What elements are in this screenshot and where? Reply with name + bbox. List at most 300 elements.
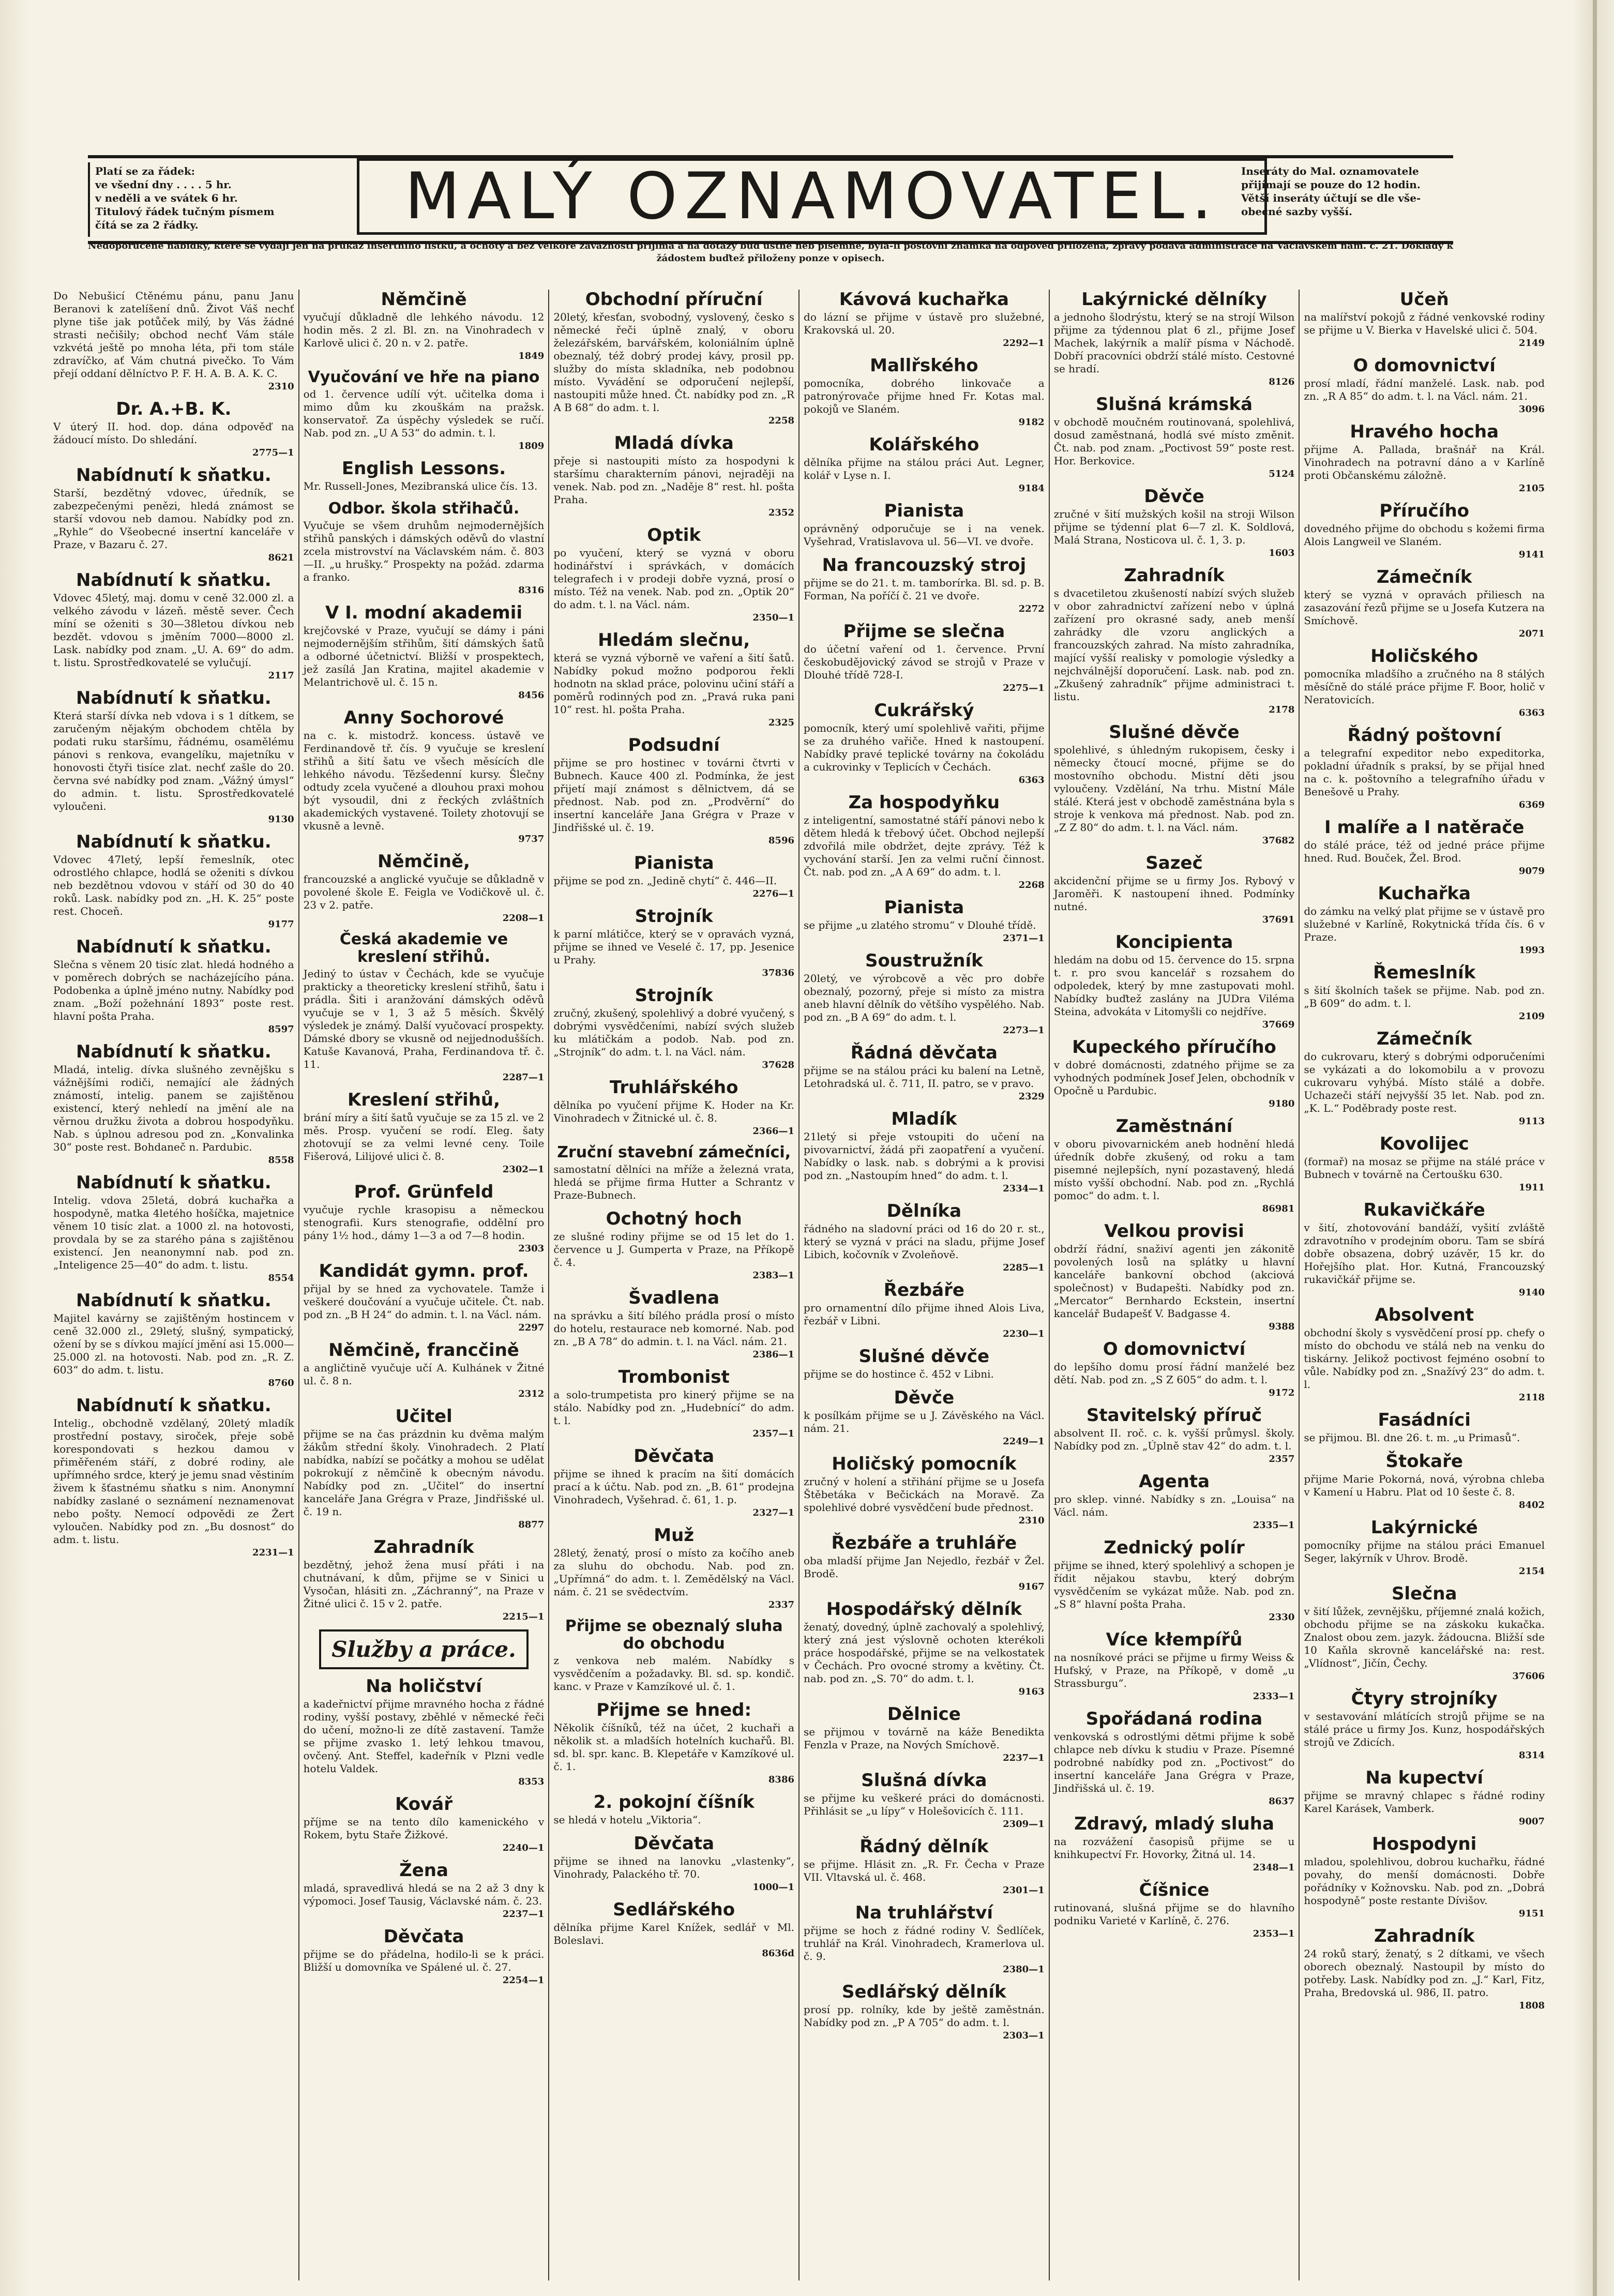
classified-ad [804, 1043, 1045, 1102]
ad-number: 8402 [1518, 1500, 1545, 1510]
ad-heading: Přijme se hned: [596, 1700, 752, 1720]
ad-text: v šití, zhotovování bandáží, vyšití zvláště zdravotního v prodejním oboru. Tam se sbírá dobře obsazena, dobrý uzávěr, 15 kr. do Hořejšího plat. Hor. Kutná, Francouzský rukavičkář přijme se. [1304, 1221, 1545, 1286]
classified-ad [1054, 395, 1295, 479]
ad-heading: Cukrářský [874, 700, 974, 721]
ad-number: 2208—1 [502, 913, 545, 924]
ad-heading: Nabídnutí k sňatku. [76, 936, 271, 957]
ad-number: 8636d [762, 1948, 795, 1959]
ad-text: obchodní školy s vysvědčení prosí pp. chefy o místo do obchodu ve stálá neb na venku do tiskárny. Jelikož poctivost fejméno osobní to vůle. Nabídky pod zn. „Snažívý 23“ do adm. t. l. [1304, 1326, 1545, 1391]
ad-number: 8597 [268, 1024, 294, 1035]
ad-heading: Učeň [1399, 290, 1449, 310]
ad-heading: Zahradník [1374, 1926, 1475, 1946]
ad-heading: Kolářského [869, 434, 979, 455]
ad-number: 2273—1 [1003, 1025, 1045, 1036]
ad-text: v oboru pivovarnickém aneb hodnění hledá úředník dobře zkušený, od roku a tam pisemné nejlepších, nyní pozastavený, hledá místo vyšší obchodní. Nab. pod zn. „Rychlá pomoc“ do adm. t. l. [1053, 1138, 1295, 1202]
classified-ad [1054, 853, 1295, 925]
classified-ad [553, 853, 794, 899]
ad-number: 9113 [1518, 1116, 1545, 1127]
ad-column [49, 290, 299, 2280]
classified-ad [1054, 1538, 1295, 1623]
ad-number: 2276—1 [752, 888, 795, 899]
ad-number: 1603 [1269, 548, 1295, 558]
classified-ad [553, 1209, 794, 1281]
ad-heading: Řemeslník [1373, 962, 1476, 983]
ad-heading: Odbor. škola střihačů. [328, 500, 520, 518]
ad-heading: Slušná krámská [1095, 394, 1253, 415]
masthead-line: obecné sazby vyšší. [1241, 205, 1352, 218]
ad-heading: Učitel [395, 1406, 452, 1427]
ad-number: 8316 [518, 585, 545, 596]
classified-ad [1054, 290, 1295, 387]
ad-number: 9182 [1018, 417, 1045, 428]
ad-heading: Nabídnutí k sňatku. [76, 1290, 271, 1311]
ad-heading: Číšnice [1139, 1880, 1210, 1900]
classified-ad [553, 1834, 794, 1893]
classified-ad [304, 1090, 545, 1175]
classified-ad [553, 525, 794, 623]
ad-heading: Slušná dívka [861, 1770, 987, 1791]
classified-ad [553, 1367, 794, 1439]
ad-heading: Sedlářského [613, 1899, 735, 1920]
ad-number: 2287—1 [502, 1072, 545, 1083]
classified-ad [304, 1261, 545, 1333]
ad-heading: Zahradník [1124, 565, 1225, 586]
ad-text: Vyučuje se všem druhům nejmodernějších střihů panských i dámských oděvů do vlastní zcela mistrovství na Václavském nám. č. 803—II. „u hrušky.“ Prospekty na požád. zdarma a franko. [303, 519, 545, 583]
ad-text: mladou, spolehlivou, dobrou kuchařku, řádné povahy, do menší domácnosti. Dobře pořádníky v Kožnovsku. Nab. pod zn. „Dobrá hospodyně“ poste restante Dívišov. [1304, 1855, 1545, 1907]
ad-number: 9007 [1518, 1816, 1545, 1827]
ad-heading: Děvče [1144, 486, 1204, 507]
ad-heading: Vyučování ve hře na piano [308, 368, 540, 386]
ad-number: 2215—1 [502, 1611, 545, 1622]
masthead [88, 155, 1453, 244]
ad-number: 1808 [1518, 2000, 1545, 2011]
ad-number: 8126 [1269, 376, 1295, 387]
ad-text: Mladá, intelig. dívka slušného zevnějšku s vážnějšími rodiči, nemající ale žádných známostí, intelig. panem se zajištěnou existencí, který nehledí na jmění ale na věrnou družku života a dobrou hospodyňku. Nab. s úplnou adresou pod zn. „Konvalinka 30“ poste rest. Bohdaneč n. Pardubic. [53, 1063, 294, 1153]
ad-text: absolvent II. roč. c. k. vyšší průmysl. školy. Nabídky pod zn. „Úplně stav 42“ do adm. t. l. [1053, 1427, 1295, 1452]
ad-text: na malířství pokojů z řádné venkovské rodiny se přijme u V. Bierka v Havelské ulici č. 504. [1304, 311, 1545, 336]
ad-number: 2178 [1269, 704, 1295, 715]
ad-heading: Slušné děvče [1109, 722, 1240, 743]
classified-ad [304, 1861, 545, 1920]
ad-heading: Mallřského [870, 355, 978, 376]
classified-ad [553, 290, 794, 426]
ad-number: 8386 [768, 1774, 795, 1785]
ad-number: 2109 [1518, 1011, 1545, 1022]
ad-heading: Dělníka [886, 1201, 962, 1221]
ad-text: prosí pp. rolníky, kde by ještě zaměstnán. Nabídky pod zn. „P A 705“ do adm. t. l. [804, 2003, 1045, 2029]
classified-ad [304, 1676, 545, 1787]
ad-heading: Holičského [1370, 646, 1479, 667]
ad-text: a solo-trumpetista pro kinerý přijme se na stálo. Nabídky pod zn. „Hudebnící“ do adm. t. l. [553, 1388, 795, 1427]
ad-heading: V I. modní akademii [325, 602, 523, 623]
ad-text: Která starší dívka neb vdova i s 1 dítkem, se zaručeným nějakým obchodem chtěla by podati ruku staršímu, řádnému, osamělému pánovi s renkova, evangelíku, majetníku v honovosti čtyři tisíce zlat. nechť zašle do 20. června své nabídky pod znam. „Vážný úmysl“ do admin. t. listu. Sprostředkovatelé vyloučeni. [53, 709, 294, 812]
ad-text: na správku a šití bílého prádla prosí o místo do hotelu, restaurace neb komorné. Nab. pod zn. „B A 78“ do admin. t. l. na Václ. nám. 21. [553, 1309, 795, 1348]
classified-ad [553, 907, 794, 978]
classified-ad [304, 708, 545, 844]
ad-heading: English Lessons. [341, 458, 506, 479]
ad-heading: Hospodářský dělník [826, 1599, 1022, 1620]
classified-ad [1304, 1029, 1545, 1127]
ad-number: 8637 [1269, 1796, 1295, 1807]
ad-number: 9184 [1018, 483, 1045, 494]
ad-text: Starší, bezdětný vdovec, úředník, se zabezpečenými penězi, hledá známost se starší vdovou neb damou. Nabídky pod zn. „Ryhle“ do Všeobecné insertní kanceláře v Praze, v Bazaru č. 27. [53, 487, 294, 551]
ad-heading: Žena [399, 1860, 448, 1881]
ad-heading: Na francouzský stroj [822, 555, 1027, 576]
ad-text: na c. k. mistodrž. koncess. ústavě ve Ferdinandově tř. čís. 9 vyučuje se kreslení střihů a šití šatu ve všech měsících dle lehkého návodu. Tězšedenní kursy. Šlečny odtudy zcela vyučené a dlouhou praxi mohou být vysoudil, dni z řeckých zvláštních akademických vystavené. Toilety zhotovují se vkusně a levně. [303, 729, 545, 832]
ad-heading: Nabídnutí k sňatku. [76, 1395, 271, 1416]
classified-ad [804, 356, 1045, 428]
classified-ad [1304, 1584, 1545, 1682]
ad-heading: Holičský pomocník [832, 1454, 1017, 1474]
ad-text: na rozvážení časopisů přijme se u knihkupectví Fr. Hovorky, Žitná ul. 14. [1053, 1835, 1295, 1861]
ad-number: 2352 [768, 507, 795, 518]
classified-ad [53, 688, 294, 825]
classified-ad [304, 369, 545, 451]
classified-ad [804, 1982, 1045, 2041]
ad-text: mladá, spravedlivá hledá se na 2 až 3 dny k výpomoci. Josef Tausig, Václavské nám. č. 23. [303, 1882, 545, 1907]
ad-number: 2330 [1269, 1612, 1295, 1623]
ad-heading: Česká akademie ve kreslení střihů. [339, 930, 508, 966]
ad-number: 1809 [518, 441, 545, 451]
ad-heading: Štokaře [1385, 1451, 1463, 1472]
ad-text: dovedného přijme do obchodu s kožemi firma Alois Langweil ve Slaném. [1304, 522, 1545, 548]
ad-number: 8760 [268, 1378, 294, 1388]
ad-number: 8314 [1518, 1750, 1545, 1761]
ad-heading: Obchodní příruční [585, 290, 763, 310]
ad-text: dělníka přijme na stálou práci Aut. Legner, kolář v Lyse n. I. [804, 456, 1045, 481]
classified-ad [1054, 932, 1295, 1030]
ad-number: 2285—1 [1003, 1262, 1045, 1273]
classified-ad [304, 1927, 545, 1986]
ad-text: k posílkám přijme se u J. Závěského na Václ. nám. 21. [804, 1409, 1045, 1434]
ad-number: 1911 [1518, 1182, 1545, 1193]
ad-heading: Kreslení střihů, [347, 1090, 501, 1110]
ad-number: 5124 [1269, 469, 1295, 479]
ad-text: přijme se pro hostinec v továrni čtvrti v Bubnech. Kauce 400 zl. Podmínka, že jest přijetí mají známost s dělnictvem, dá se přednost. Nab. pod zn. „Prodvěrní“ do insertní kanceláře Jana Grégra v Praze v Jindřišské ul. č. 19. [553, 757, 795, 834]
ad-text: do zámku na velký plat přijme se v ústavě pro služebné v Karlíně, Rokytnická třída čís. 6 v Praze. [1304, 905, 1545, 943]
classified-ad [1304, 567, 1545, 639]
classified-ad [1054, 1630, 1295, 1702]
classified-ad [53, 832, 294, 930]
ad-heading: Ochotný hoch [606, 1209, 742, 1229]
ad-heading: Strojník [635, 985, 713, 1006]
classified-ad [53, 290, 294, 392]
ad-number: 2383—1 [752, 1270, 795, 1281]
classified-ad [1304, 1410, 1545, 1444]
ad-number: 2348—1 [1253, 1862, 1295, 1873]
masthead-line: Titulový řádek tučným písmem [95, 205, 275, 218]
ad-text: se přijme. Hlásit zn. „R. Fr. Čecha v Praze VII. Vltavská ul. č. 468. [804, 1858, 1045, 1883]
ad-heading: Na holičství [366, 1676, 482, 1697]
ad-heading: Nabídnutí k sňatku. [76, 832, 271, 852]
masthead-line: Větší inseráty účtují se dle vše- [1241, 192, 1421, 204]
ad-number: 1993 [1518, 945, 1545, 956]
ad-text: Vdovec 45letý, maj. domu v ceně 32.000 zl. a velkého závodu v lázeň. městě sever. Čech míní se oženiti s 30—38letou dívkou neb bezdět. vdovou s jměním 7000—8000 zl. Lask. nabídky pod znam. „U. A. 69“ do adm. t. listu. Sprostředkovatelé se vylučují. [53, 592, 294, 669]
ad-heading: 2. pokojní číšník [593, 1792, 755, 1812]
ad-number: 8877 [518, 1519, 545, 1530]
ad-number: 2329 [1018, 1091, 1045, 1102]
ad-text: oba mladší přijme Jan Nejedlo, řezbář v Žel. Brodě. [804, 1554, 1045, 1580]
ad-heading: Velkou provisi [1104, 1221, 1244, 1242]
classified-ad [304, 1794, 545, 1853]
classified-ad [1054, 566, 1295, 715]
ad-heading: Řezbáře [883, 1280, 964, 1301]
classified-ad [804, 290, 1045, 349]
ad-text: do lepšího domu prosí řádní manželé bez dětí. Nab. pod zn. „S Z 605“ do adm. t. l. [1053, 1361, 1295, 1386]
classified-ad [1304, 422, 1545, 494]
ad-number: 37606 [1512, 1671, 1545, 1682]
ad-heading: Řádný dělník [859, 1836, 989, 1857]
ad-text: (formař) na mosaz se přijme na stálé práce v Bubnech v továrně na Čertoušku 630. [1304, 1155, 1545, 1181]
ad-column [549, 290, 800, 2280]
ad-text: která se vyzná výborně ve vaření a šití šatů. Nabídky pokud možno podporou řekli hodnotn na sklad práce, polovinu učiní stáří a poměrů rodinných pod zn. „Pravá ruka pani 10“ rest. hl. pošta Praha. [553, 652, 795, 716]
classified-ad [1054, 1116, 1295, 1214]
ad-text: Do Nebušicí Ctěnému pánu, panu Janu Beranovi k zatelíšení dnů. Život Váš nechť plyne tiše jak potůček milý, by Vás žádné strasti nečišily; obchod nechť Vám stále vzkvétá ještě po mnoha léta, při tom stále zdravíčko, ať Vám chutná pivečko. To Vám přejí oddaní dělníctvo P. F. H. A. B. A. K. C. [53, 290, 294, 380]
classified-ad [304, 1182, 545, 1254]
ad-text: rutinovaná, slušná přijme se do hlavního podniku Varieté v Karlíně, č. 276. [1053, 1901, 1295, 1927]
ad-text: obdrží řádní, snaživí agenti jen zákonitě povolených losů na splátky u hlavní kanceláře bankovní obchod (akciová společnost) v Budapešti. Nabídky pod zn. „Mercator“ Bernhardo Eckstein, insertní kancelář Budapešť V. Badgasse 4. [1053, 1243, 1295, 1320]
ad-text: do stálé práce, též od jedné práce přijme hned. Rud. Bouček, Žel. Brod. [1304, 839, 1545, 864]
ad-heading: Příručího [1379, 501, 1470, 521]
ad-number: 8456 [518, 690, 545, 701]
ad-number: 2268 [1018, 880, 1045, 890]
ad-number: 37836 [762, 968, 795, 978]
insertion-info [1236, 162, 1453, 237]
ad-number: 2302—1 [502, 1164, 545, 1175]
ad-text: řádného na sladovní práci od 16 do 20 r. st., který se vyzná v práci na sladu, přijme Josef Libich, kočovník v Zvoleňově. [804, 1222, 1045, 1261]
ad-heading: Hledám slečnu, [598, 630, 750, 651]
classified-ad [553, 735, 794, 846]
ad-text: francouzské a anglické vyučuje se důkladně v povolené škole E. Feigla ve Vodičkově ul. č. 23 v 2. patře. [303, 873, 545, 911]
classified-ad [1304, 356, 1545, 415]
ad-heading: Kávová kuchařka [839, 290, 1009, 310]
ad-number: 1849 [518, 351, 545, 361]
ad-number: 2230—1 [1003, 1328, 1045, 1339]
classified-ad [1304, 646, 1545, 718]
ad-text: se hledá v hotelu „Viktoria“. [553, 1814, 701, 1826]
classified-ad [1304, 1768, 1545, 1827]
ad-text: přijme se na čas prázdnin ku dvěma malým žákům střední školy. Vinohradech. 2 Platí nabídka, nabízí se počátky a mohou se udělat pokrokují z němčině k obecným návodu. Nabídky pod zn. „Učitel“ do insertní kanceláře Jana Grégra v Praze, Jindřišské ul. č. 19 n. [303, 1428, 545, 1518]
ad-number: 2371—1 [1003, 933, 1045, 944]
ad-heading: Slušné děvče [858, 1346, 990, 1367]
ad-number: 9141 [1518, 549, 1545, 560]
ad-number: 9130 [268, 814, 294, 825]
ad-text: se přijmou. Bl. dne 26. t. m. „u Primasů“. [1304, 1431, 1520, 1444]
ad-heading: Řádná děvčata [850, 1043, 998, 1063]
ad-number: 2272 [1018, 603, 1045, 614]
classified-ad [804, 1109, 1045, 1194]
ad-text: bezdětný, jehož žena musí přáti i na chutnávaní, k dům, přijme se v Sinici u Vysočan, hlásiti zn. „Záchranný“, na Praze v Žitné ulici č. 15 v 2. patře. [303, 1559, 545, 1610]
ad-heading: Absolvent [1375, 1305, 1474, 1325]
ad-heading: Hospodyni [1372, 1834, 1477, 1854]
classified-ad [553, 1700, 794, 1785]
classified-ad [1304, 1834, 1545, 1919]
classified-ad [553, 1900, 794, 1959]
ad-heading: Pianista [633, 853, 714, 873]
ad-heading: Nabídnutí k sňatku. [76, 688, 271, 708]
ad-heading: Děvčata [383, 1926, 464, 1947]
ad-heading: Zahradník [373, 1537, 474, 1558]
classified-ad [553, 1446, 794, 1518]
ad-number: 37628 [762, 1060, 795, 1070]
classified-ad [804, 1388, 1045, 1447]
ad-number: 2310 [268, 381, 294, 392]
classified-ad [304, 1340, 545, 1399]
classified-ad [53, 937, 294, 1035]
ad-text: na nosníkové práci se přijme u firmy Weiss & Hufský, v Praze, na Příkopě, v domě „u Strassburgu“. [1053, 1651, 1295, 1689]
ad-number: 9079 [1518, 866, 1545, 877]
ad-text: přijme A. Pallada, brašnář na Král. Vinohradech na potravní dáno a v Karlíně proti Občanskému záložně. [1304, 443, 1545, 481]
ad-column [299, 290, 550, 2280]
ad-heading: Pianista [884, 897, 964, 918]
ad-text: se přijme ku veškeré práci do domácnosti. Přihlásit se „u lípy“ v Holešovicích č. 111. [804, 1792, 1045, 1817]
ad-text: zručný, zkušený, spolehlivý a dobré vyučený, s dobrými vysvědčeními, nabízí svých služeb ku mlátičkám a podob. Nab. pod zn. „Strojník“ do adm. t. l. na Václ. nám. [553, 1007, 795, 1058]
ad-text: Intelig., obchodně vzdělaný, 20letý mladík prostřední postavy, siroček, přeje sobě korespondovati s hezkou damou v přiměřeném stáří, z dobré rodiny, ale upřímného srdce, který je jemu snad věstiním živem k šťastnému sňatku s nim. Anonymní nabídky zaslané o seznámení neznamenovat nebo pošty. Nemocí odpovědi ze Žert vyloučen. Nabídky pod zn. „Bu dosnost“ do adm. t. listu. [53, 1417, 294, 1546]
ad-text: v sestavování mlátících strojů přijme se na stálé práce u firmy Jos. Kunz, hospodářských strojů ve Zdicích. [1304, 1710, 1545, 1748]
ad-number: 9177 [268, 919, 294, 930]
ad-text: přijme se ihned, který spolehlivý a schopen je řídit nějakou stavbu, který dobrým vysvědčením se vykázat může. Nab. pod zn. „S 8“ hlavní pošta Praha. [1053, 1559, 1295, 1610]
ad-text: z venkova neb malém. Nabídky s vysvědčením a požadavky. Bl. sd. sp. kondič. kanc. v Praze v Kamzíkové ul. č. 1. [553, 1654, 795, 1693]
ad-number: 2310 [1018, 1515, 1045, 1526]
classified-ad [1304, 1200, 1545, 1298]
ad-number: 2258 [768, 415, 795, 426]
ad-text: a jednoho šlodrýstu, který se na strojí Wilson přijme za týdennou plat 6 zl., přijme Josef Machek, lakýrník a malíř písma v Náchodě. Dobří pracovníci obdrží stálé místo. Cestovné se hradí. [1053, 311, 1295, 375]
ad-number: 9180 [1269, 1098, 1295, 1109]
ad-text: spolehlivé, s úhledným rukopisem, česky i německy čtoucí mocné, přijme se do mostovního obchodu. Mistní děti jsou vyloučeny. Vzdělání, Na trhu. Mistní Mále stálé. Která jest v obchodě zaměstnána byla s stroje k venkova má přednost. Nab. pod zn. „Z Z 80“ do adm. t. l. na Václ. nám. [1053, 744, 1295, 834]
ad-heading: Nabídnutí k sňatku. [76, 570, 271, 591]
classified-ad [804, 1837, 1045, 1896]
ad-number: 2105 [1518, 483, 1545, 494]
ad-heading: Zámečník [1376, 1029, 1472, 1049]
ad-text: do lázní se přijme v ústavě pro služebné, Krakovská ul. 20. [804, 311, 1045, 336]
ad-number: 2117 [268, 670, 294, 681]
ad-number: 2386—1 [752, 1349, 795, 1360]
ad-heading: Muž [654, 1525, 695, 1546]
ad-number: 2303 [518, 1243, 545, 1254]
ad-number: 2254—1 [502, 1975, 545, 1986]
ad-text: v obchodě moučném routinovaná, spolehlivá, dosud zaměstnaná, hodlá své místo změnit. Čt. nab. pod znam. „Poctivost 59“ poste rest. Hor. Berkovice. [1053, 416, 1295, 467]
ad-number: 9737 [518, 834, 545, 844]
classified-ad [553, 1288, 794, 1360]
ad-heading: Lakýrnické [1370, 1517, 1478, 1538]
ad-number: 2353—1 [1253, 1928, 1295, 1939]
ad-number: 9172 [1269, 1387, 1295, 1398]
section-heading-sluzby: Služby a práce. [319, 1629, 529, 1669]
ad-text: 21letý si přeje vstoupiti do učení na pivovarnictví, žádá při zaopatření a vyučení. Nabídky o lask. nab. s dobrými a k provisi pod zn. „Nastoupím hned“ do adm. t. l. [804, 1130, 1045, 1182]
classified-ad [804, 501, 1045, 548]
ad-heading: Stavitelský příruč [1086, 1405, 1262, 1426]
classified-ad [804, 793, 1045, 890]
ad-text: pomocníka, dobrého linkovače a patronýrovače přijme hned Fr. Kotas mal. pokojů ve Slaném. [804, 377, 1045, 415]
classified-ad [553, 1078, 794, 1137]
classified-ad [1054, 1406, 1295, 1464]
classified-ad [804, 701, 1045, 786]
classified-ad [1054, 722, 1295, 846]
ad-heading: Dr. A.+B. K. [116, 399, 232, 419]
ad-text: příjme se na tento dílo kamenického v Rokem, bytu Staře Žižkové. [303, 1816, 545, 1841]
ad-text: hledám na dobu od 15. července do 15. srpna t. r. pro svou kancelář s rozsahem do odpoledek, který by mne zastupovati mohl. Nabídky buďtež zaslány na JUDra Viléma Steina, advokáta v Litomyšli co nejdříve. [1053, 954, 1295, 1018]
classified-ad [804, 1599, 1045, 1697]
ad-heading: Mladík [891, 1109, 957, 1129]
ad-text: pro sklep. vinné. Nabídky s zn. „Louisa“ na Václ. nám. [1053, 1493, 1295, 1518]
ad-number: 2249—1 [1003, 1436, 1045, 1447]
ad-heading: Zámečník [1376, 567, 1472, 587]
ad-text: v šití lůžek, zevnějšku, příjemné znalá kožich, obchodu přijme se na záskoku kukačka. Znalost obou zem. jazyk. žádoucna. Bližší sde 10 Kaňla skrovně kancelářské na: rest. „Vlídnost“, Jičín, Čechy. [1304, 1605, 1545, 1669]
ad-text: přijme se mravný chlapec s řádné rodiny Karel Karásek, Vamberk. [1304, 1789, 1545, 1815]
ad-heading: Mladá dívka [614, 433, 734, 454]
ad-number: 2297 [518, 1322, 545, 1333]
ad-text: k parní mlátičce, který se v opravách vyzná, přijme se ihned ve Veselé č. 17, pp. Jesenice u Prahy. [553, 928, 795, 966]
ad-heading: Podsudní [628, 735, 720, 756]
ad-text: s šití školních tašek se přijme. Nab. pod zn. „B 609“ do adm. t. l. [1304, 984, 1545, 1009]
ad-number: 2335—1 [1253, 1520, 1295, 1531]
ad-heading: Sazeč [1145, 853, 1203, 873]
ad-heading: Na truhlářství [855, 1902, 993, 1923]
ad-heading: Zednický polír [1104, 1537, 1245, 1558]
classified-ad [804, 1771, 1045, 1830]
ad-heading: O domovnictví [1353, 355, 1496, 376]
classified-ad [553, 986, 794, 1070]
ad-text: venkovská s odrostlými dětmi přijme k sobě chlapce neb dívku k studiu v Praze. Písemné podrobné nabídky pod zn. „Poctivost“ do insertní kanceláře Jana Grégra v Praze, Jindřišská ul. č. 19. [1053, 1730, 1295, 1794]
ad-text: Jediný to ústav v Čechách, kde se vyučuje prakticky a theoreticky kreslení střihů, šatu i prádla. Šiti i aranžování dámských oděvů vyučuje se v 1, 3 až 5 měsích. Škvělý výsledek je známý. Další vyučovací prospekty. Dámské dbory se vkusně od nejjednodušších. Katuše Kavanová, Praha, Ferdinandova tř. č. 11. [303, 968, 545, 1070]
ad-heading: Lakýrnické dělníky [1081, 290, 1267, 310]
ad-text: prosí mladí, řádní manželé. Lask. nab. pod zn. „R A 85“ do adm. t. l. na Václ. nám. 21. [1304, 377, 1545, 402]
classified-ad [804, 951, 1045, 1036]
ad-number: 8558 [268, 1155, 294, 1166]
ad-number: 6363 [1018, 775, 1045, 786]
page-fold [1593, 0, 1597, 2296]
ad-heading: Pianista [884, 501, 964, 521]
ad-heading: Nabídnutí k sňatku. [76, 465, 271, 486]
ad-heading: Zaměstnání [1115, 1116, 1233, 1137]
classified-ad [1054, 1339, 1295, 1398]
ad-number: 6369 [1518, 799, 1545, 810]
classified-ad [53, 465, 294, 563]
classified-ad [804, 555, 1045, 614]
ad-number: 2237—1 [1003, 1753, 1045, 1763]
ad-text: v dobré domácnosti, zdatného přijme se za vyhodných podmínek Josef Jelen, obchodník v Opočně u Pardubic. [1053, 1059, 1295, 1097]
ad-number: 2237—1 [502, 1909, 545, 1920]
ad-text: přijme se pod zn. „Jedině chytí“ č. 446—II. [553, 874, 777, 887]
ad-columns [49, 290, 1549, 2280]
ad-text: přijme se do přádelna, hodilo-li se k práci. Bližší u domovníka ve Spálené ul. č. 27. [303, 1948, 545, 1973]
ad-text: přijme Marie Pokorná, nová, výrobna chleba v Kamení u Habru. Plat od 10 šeste č. 8. [1304, 1473, 1545, 1498]
classified-ad [1304, 1926, 1545, 2011]
ad-heading: Strojník [635, 906, 713, 927]
ad-heading: Němčině, francčině [328, 1340, 519, 1361]
classified-ad [1054, 1472, 1295, 1531]
ad-number: 2333—1 [1253, 1691, 1295, 1702]
ad-heading: Dělnice [887, 1704, 961, 1725]
ad-text: V úterý II. hod. dop. dána odpověď na žádoucí místo. Do shledání. [53, 420, 294, 446]
ad-text: Intelig. vdova 25letá, dobrá kuchařka a hospodyně, matka 4letého hošíčka, majetnice věnem 10 tisíc zlat. a 1000 zl. na hotovosti, provdala by se za starého pána s zajištěnou existencí. Jen neanonymní nab. pod zn. „Inteligence 25—40“ do adm. t. listu. [53, 1194, 294, 1271]
ad-text: oprávněný odporučuje se i na venek. Vyšehrad, Vratislavova ul. 56—VI. ve dvoře. [804, 522, 1045, 548]
classified-ad [804, 1533, 1045, 1592]
ad-number: 3096 [1518, 404, 1545, 415]
ad-text: se přijmou v továrně na káže Benedikta Fenzla v Praze, na Nových Smíchově. [804, 1726, 1045, 1751]
classified-ad [1304, 1452, 1545, 1510]
masthead-line: čítá se za 2 řádky. [95, 219, 199, 231]
ad-heading: Švadlena [628, 1288, 720, 1308]
classified-ad [53, 1396, 294, 1558]
ad-text: po vyučení, který se vyzná v oboru hodinářství i správkách, v domácích telegrafech i v prodeji dobře vyzná, prosí o místo. Též na venek. Nab. pod zn. „Optik 20“ do adm. t. l. na Václ. nám. [553, 547, 795, 611]
ad-number: 37691 [1262, 914, 1295, 925]
ad-text: přeje si nastoupiti místo za hospodyni k staršímu charakterním pánovi, nejraději na venek. Nab. pod zn. „Naděje 8“ rest. hl. pošta Praha. [553, 455, 795, 506]
classified-ad [553, 1618, 794, 1693]
classified-ad [804, 1347, 1045, 1381]
classified-ad [1304, 963, 1545, 1022]
ad-text: od 1. července udílí výt. učitelka doma i mimo dům ku zkouškám na pražsk. konservatoř. Za úspěchy výsledek se ručí. Nab. pod zn. „U A 53“ do admin. t. l. [303, 388, 545, 439]
